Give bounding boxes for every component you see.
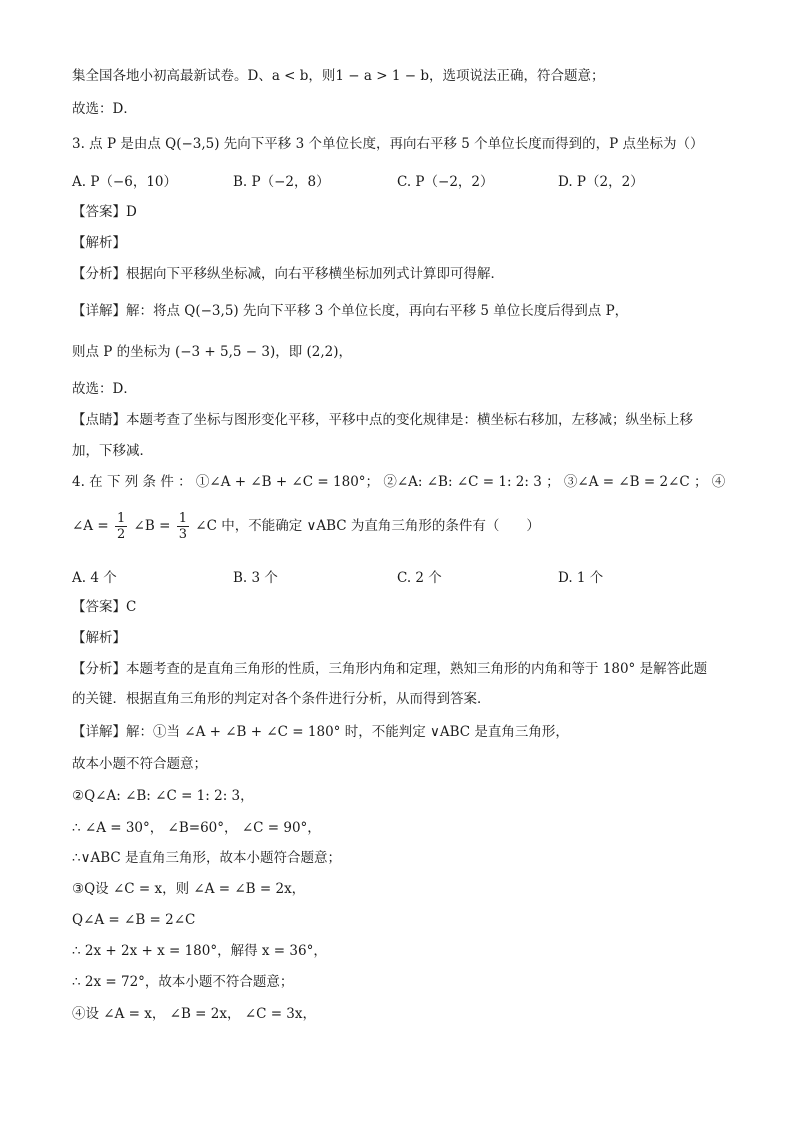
fraction-one-half [115,511,127,542]
q3-option-b: B. P（−2，8） [233,174,330,190]
text-line: 集全国各地小初高最新试卷。D、a < b，则1 − a > 1 − b，选项说法正确，符合题意； [72,68,605,84]
q4-fenxi-line2: 的关键．根据直角三角形的判定对各个条件进行分析，从而得到答案． [72,691,491,707]
q4-stem-tail: ∠C 中，不能确定 ∨ABC 为直角三角形的条件有（ ） [195,518,540,534]
question-3-stem: 3. 点 P 是由点 Q(−3,5) 先向下平移 3 个单位长度，再向右平移 5 个单位长度而得到的，P 点坐标为（） [72,136,704,152]
q4-option-d: D. 1 个 [558,570,604,586]
q3-xiangjie: 【详解】解：将点 Q(−3,5) 先向下平移 3 个单位长度，再向右平移 5 单位长度后得到点 P， [72,303,629,319]
q3-answer: 【答案】D [72,204,137,220]
text-line: 故选：D． [72,101,137,117]
question-4-stem-line1: 4. 在 下 列 条 件 ： ①∠A + ∠B + ∠C = 180°； ②∠A: ∠B: ∠C = 1: 2: 3 ； ③∠A = ∠B = 2∠C ； ④ [72,474,726,490]
q3-option-c: C. P（−2，2） [397,174,494,190]
fraction-one-third [177,511,189,542]
q4-xiangjie-9: ∴ 2x = 72°，故本小题不符合题意； [72,974,294,990]
q4-xiangjie-3: ②Q∠A: ∠B: ∠C = 1: 2: 3， [72,788,254,804]
q3-option-d: D. P（2，2） [558,174,644,190]
q4-xiangjie-5: ∴∨ABC 是直角三角形，故本小题符合题意； [72,850,342,866]
q4-answer: 【答案】C [72,599,137,615]
q4-xiangjie-7: Q∠A = ∠B = 2∠C [72,912,196,928]
q4-angle-b: ∠B = [133,518,171,534]
q3-dianjing-line2: 加，下移减． [72,443,153,459]
q3-coordinate: 则点 P 的坐标为 (−3 + 5,5 − 3)，即 (2,2)， [72,344,353,360]
fraction-denominator: 3 [178,527,187,542]
q4-angle-a: ∠A = [72,518,109,534]
fraction-numerator: 1 [178,511,187,526]
q4-fenxi-line1: 【分析】本题考查的是直角三角形的性质，三角形内角和定理，熟知三角形的内角和等于 180° 是解答此题 [72,661,708,677]
q4-xiangjie-10: ④设 ∠A = x， ∠B = 2x， ∠C = 3x， [72,1006,317,1022]
q4-xiangjie-2: 故本小题不符合题意； [72,756,207,772]
q3-dianjing-line1: 【点睛】本题考查了坐标与图形变化平移，平移中点的变化规律是：横坐标右移加，左移减；纵坐标上移 [72,412,693,428]
fraction-numerator: 1 [116,511,126,526]
q4-option-a: A. 4 个 [72,570,117,586]
q3-choice: 故选：D． [72,381,137,397]
question-4-stem-line2 [72,508,722,544]
fraction-denominator: 2 [116,527,126,542]
q4-option-c: C. 2 个 [397,570,442,586]
q4-xiangjie-1: 【详解】解：①当 ∠A + ∠B + ∠C = 180° 时，不能判定 ∨ABC 是直角三角形， [72,724,569,740]
q3-fenxi: 【分析】根据向下平移纵坐标减，向右平移横坐标加列式计算即可得解． [72,266,504,282]
q4-xiangjie-4: ∴ ∠A = 30°， ∠B=60°， ∠C = 90°， [72,820,321,836]
q4-option-b: B. 3 个 [233,570,278,586]
q3-option-a: A. P（−6，10） [72,174,177,190]
q4-analysis-heading: 【解析】 [72,630,126,646]
q3-analysis-heading: 【解析】 [72,235,126,251]
q4-xiangjie-8: ∴ 2x + 2x + x = 180°，解得 x = 36°， [72,943,327,959]
q4-xiangjie-6: ③Q设 ∠C = x，则 ∠A = ∠B = 2x， [72,881,306,897]
